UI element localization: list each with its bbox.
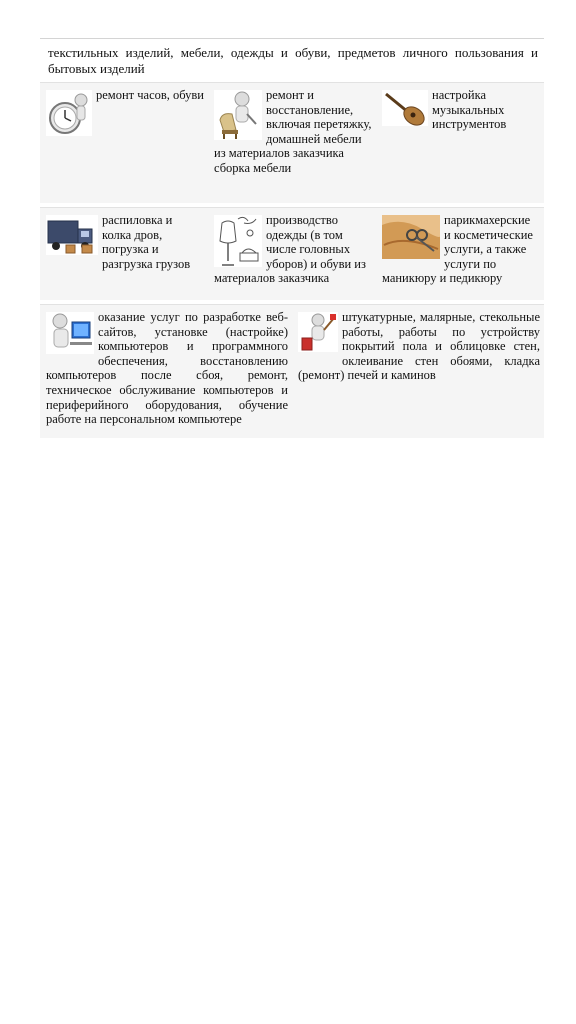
service-cell-hairdressing [376,208,544,300]
service-text: ремонт часов, обуви [96,88,204,102]
moving-truck-icon [46,215,98,255]
service-text: распиловка и колка дров, погрузка и разгрузка грузов [102,213,191,271]
service-text: парикмахерские и косметические услуги, а также услуги по маникюру и педикюру [382,213,533,286]
service-cell-construction-finishing [292,305,544,438]
service-cell-watch-shoe-repair [40,83,208,203]
sewing-mannequin-icon [214,215,262,267]
services-row-1 [40,82,544,203]
balalaika-icon [382,90,428,126]
services-row-2 [40,207,544,300]
service-text: производство одежды (в том числе головных уборов) и обуви из материалов заказчика [214,213,366,286]
service-text: ремонт и восстановление, включая перетяжку, домашней мебели из материалов заказчика сборка мебели [214,88,372,175]
painter-icon [298,312,338,352]
service-cell-firewood-loading [40,208,208,300]
service-cell-furniture-repair [208,83,376,203]
service-cell-it-services [40,305,292,438]
service-cell-clothing-production [208,208,376,300]
service-text: настройка музыкальных инструментов [432,88,507,132]
furniture-repair-icon [214,90,262,140]
service-text: оказание услуг по разработке веб-сайтов, установке (настройке) компьютеров и программного обеспечения, восстановлению компьютеров после сбоя, ремонт, техническое обслуживание компьютеров и периферийного оборудования, обучение работе на персональном компьютере [46,310,288,427]
hairdresser-icon [382,215,440,259]
service-text: штукатурные, малярные, стекольные работы, работы по устройству покрытий пола и облицовке стен, оклеивание стен обоями, кладка (ремонт) печей и каминов [298,310,540,383]
clock-repair-icon [46,90,92,136]
computer-user-icon [46,312,94,354]
services-row-3 [40,304,544,438]
service-cell-instrument-tuning [376,83,544,203]
intro-paragraph: текстильных изделий, мебели, одежды и обуви, предметов личного пользования и бытовых изделий [40,39,544,82]
services-document [40,38,544,438]
